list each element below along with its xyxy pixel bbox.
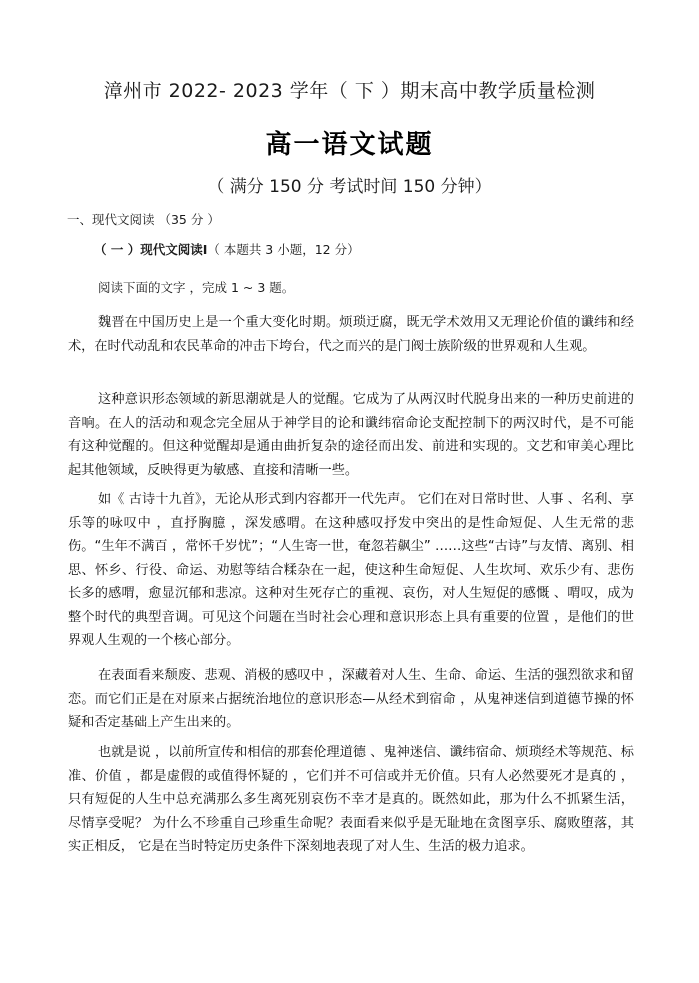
section-heading: 一、现代文阅读 （35 分 ） [67, 212, 220, 227]
subsection-heading [94, 240, 360, 258]
passage-paragraph-4: 在表面看来颓废、悲观、消极的感叹中 ，深藏着对人生、生命、命运、生活的强烈欲求和留恋。而它们正是在对原来占据统治地位的意识形态—从经术到宿命 ，从鬼神迷信到道德节操的怀疑和否定基础上产生出来的。 [68, 668, 634, 730]
passage-paragraph-2: 这种意识形态领域的新思潮就是人的觉醒。它成为了从两汉时代脱身出来的一种历史前进的音响。在人的活动和观念完全屈从于神学目的论和谶纬宿命论支配控制下的两汉时代，是不可能有这种觉醒的。但这种觉醒却是通由曲折复杂的途径而出发、前进和实现的。文艺和审美心理比起其他领域，反映得更为敏感、直接和清晰一些。 [68, 392, 634, 478]
subsection-title: （ 一 ）现代文阅读Ⅰ [94, 242, 208, 257]
subsection-note: （ 本题共 3 小题，12 分） [207, 242, 360, 257]
exam-title: 高一语文试题 [265, 130, 434, 160]
passage-paragraph-5: 也就是说 ，以前所宣传和相信的那套伦理道德 、鬼神迷信、谶纬宿命、烦琐经术等规范、标准、价值 ，都是虚假的或值得怀疑的 ，它们并不可信或并无价值。只有人必然要死才是真的 ，只有短促的人生中总充满那么多生离死别哀伤不幸才是真的。既然如此，那为什么不抓紧生活，尽情享受呢？ 为什么不珍重自己珍重生命呢？表面看来似乎是无耻地在贪图享乐、腐败堕落，其实正相反， 它是在当时特定历史条件下深刻地表现了对人生、生活的极力追求。 [68, 745, 634, 854]
passage-paragraph-3: 如《 古诗十九首》，无论从形式到内容都开一代先声。 它们在对日常时世、人事 、名利、享乐等的咏叹中 ，直抒胸臆 ，深发感喟。在这种感叹抒发中突出的是性命短促、人生无常的悲伤。“生年不满百 ，常怀千岁忧”；“人生寄一世，奄忽若飙尘” ……这些“古诗”与友情、离别、相思、怀乡、行役、命运、劝慰等结合糅杂在一起，使这种生命短促、人生坎坷、欢乐少有、悲伤长多的感喟，愈显沉郁和悲凉。这种对生死存亡的重视、哀伤，对人生短促的感慨 、喟叹，成为整个时代的典型音调。可见这个问题在当时社会心理和意识形态上具有重要的位置 ，是他们的世界观人生观的一个核心部分。 [68, 492, 634, 648]
exam-header: 漳州市 2022- 2023 学年（ 下 ）期末高中教学质量检测 [103, 80, 596, 102]
exam-subtitle: （ 满分 150 分 考试时间 150 分钟） [207, 177, 492, 197]
reading-instruction: 阅读下面的文字 ，完成 1 ~ 3 题。 [98, 280, 295, 295]
passage-paragraph-1: 魏晋在中国历史上是一个重大变化时期。烦琐迂腐，既无学术效用又无理论价值的谶纬和经术，在时代动乱和农民革命的冲击下垮台，代之而兴的是门阀士族阶级的世界观和人生观。 [68, 315, 634, 354]
